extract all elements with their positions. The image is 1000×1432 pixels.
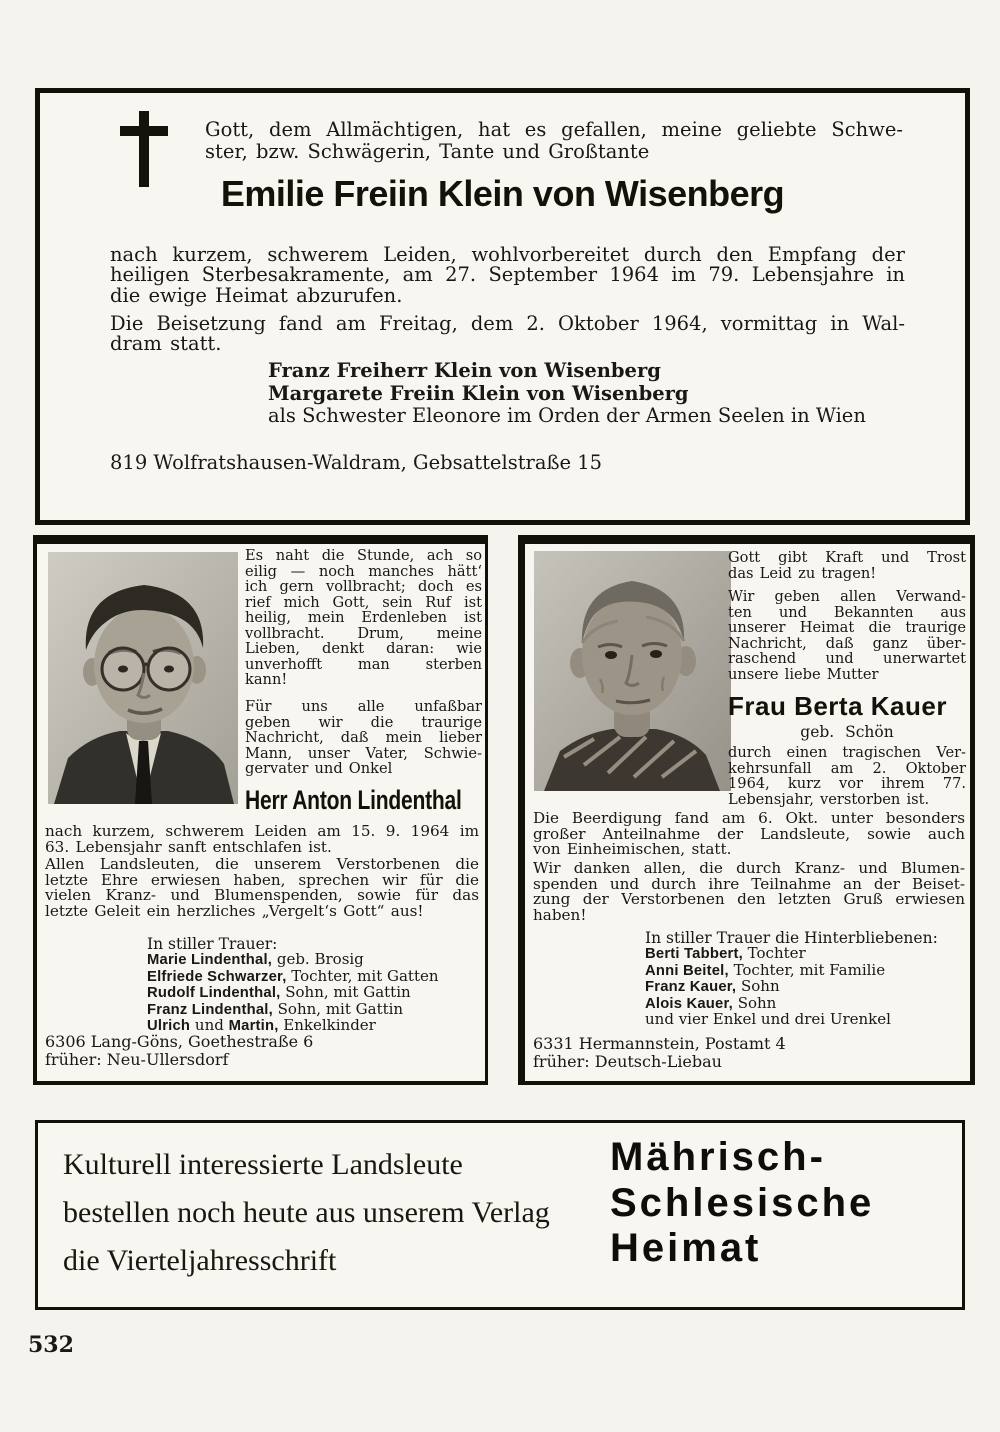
text-line: Für uns alle unfaßbar (245, 698, 482, 715)
text-line: früher: Deutsch-Liebau (533, 1051, 722, 1071)
text-line: Nachricht, daß ganz über- (728, 634, 966, 652)
text-line: die ewige Heimat abzurufen. (110, 283, 403, 307)
text-line: raschend und unerwartet (728, 650, 966, 667)
mourner-line: Rudolf Lindenthal, Sohn, mit Gattin (147, 983, 411, 1001)
text-line: Mann, unser Vater, Schwie- (245, 744, 482, 762)
funeral-paragraph (110, 314, 905, 355)
text-line: Gott gibt Kraft und Trost (728, 549, 966, 566)
memorial-poem (245, 548, 482, 688)
announcement-text (728, 589, 966, 682)
mourner-line: Elfriede Schwarzer, Tochter, mit Gatten (147, 966, 439, 985)
text-line: heilig, mein Erdenleben ist (245, 609, 482, 626)
text-line: Die Beisetzung fand am Freitag, dem 2. Oktober 1964, vormittag in Wal- (110, 312, 905, 335)
mourner-line: Franz Kauer, Sohn (645, 977, 780, 995)
mourner-line: Alois Kauer, Sohn (645, 993, 777, 1012)
text-line: ich gern vollbracht; doch es (245, 578, 482, 595)
address: 819 Wolfratshausen-Waldram, Gebsattelstraße 15 (110, 451, 603, 474)
deceased-name: Emilie Freiin Klein von Wisenberg (220, 173, 785, 214)
death-paragraph (728, 745, 966, 807)
text-line: früher: Neu-Ullersdorf (45, 1049, 229, 1069)
text-line: die Vierteljahresschrift (63, 1244, 337, 1277)
ad-text (63, 1141, 583, 1285)
text-line: geben wir die traurige (245, 713, 482, 731)
portrait-woman-illustration (534, 551, 731, 791)
text-line: 1964, kurz vor ihrem 77. (728, 775, 966, 792)
text-line: Mährisch- (610, 1135, 826, 1179)
text-line: unverhofft man sterben (245, 655, 482, 673)
address (533, 1035, 786, 1071)
text-line: zung der Verstorbenen den letzten Gruß erwiesen (533, 890, 965, 909)
death-notice-lindenthal (33, 535, 488, 1085)
death-paragraph (110, 245, 905, 306)
text-line: Allen Landsleuten, die unserem Verstorbenen die (45, 855, 479, 873)
text-line: vollbracht. Drum, meine (245, 624, 482, 642)
mourner-line: Marie Lindenthal, geb. Brosig (147, 950, 364, 968)
text-line: großer Anteilnahme der Landsleute, sowie auch (533, 824, 965, 843)
deceased-name: Herr Anton Lindenthal (245, 785, 462, 815)
text-line: rief mich Gott, sein Ruf ist (245, 593, 482, 611)
mourner-line: Berti Tabbert, Tochter (645, 944, 806, 962)
mourning-label: In stiller Trauer die Hinterbliebenen: (645, 929, 938, 947)
mourner-line: als Schwester Eleonore im Orden der Armen Seelen in Wien (268, 404, 866, 428)
text-line: letzte Geleit ein herzliches „Vergelt‘s Gott“ aus! (45, 901, 424, 920)
text-line: nach kurzem, schwerem Leiden am 15. 9. 1964 im (45, 822, 479, 840)
text-line: letzte Ehre erwiesen haben, sprechen wir für die (45, 870, 479, 889)
death-notice-kauer (518, 535, 975, 1085)
text-line: bestellen noch heute aus unserem Verlag (63, 1196, 550, 1229)
portrait-man-glasses-photo (48, 552, 238, 804)
text-line: dram statt. (110, 332, 222, 356)
text-line: Lebensjahr, verstorben ist. (728, 790, 930, 808)
text-line: kehrsunfall am 2. Oktober (728, 759, 966, 777)
mourner-line: Ulrich und Martin, Enkelkinder (147, 1016, 376, 1034)
publisher-ad (35, 1120, 965, 1310)
announcement-text (245, 699, 482, 777)
mourner-line: Margarete Freiin Klein von Wisenberg (268, 381, 689, 405)
memorial-verse (728, 550, 966, 581)
text-line: gervater und Onkel (245, 760, 393, 777)
text-line: Heimat (610, 1226, 762, 1270)
text-line: spenden und durch ihre Teilnahme an der Beiset- (533, 874, 965, 893)
text-line: ten und Bekannten aus (728, 603, 966, 621)
text-line: heiligen Sterbesakramente, am 27. September 1964 im 79. Lebensjahre in (110, 263, 905, 287)
text-line: eilig — noch manches hätt‘ (245, 562, 482, 580)
text-line: Schlesische (610, 1180, 875, 1225)
mourners-list (147, 952, 439, 1035)
text-line: nach kurzem, schwerem Leiden, wohlvorbereitet durch den Empfang der (110, 243, 905, 266)
text-line: Wir danken allen, die durch Kranz- und Blumen- (533, 859, 965, 877)
text-line: kann! (245, 671, 288, 688)
mourner-line: und vier Enkel und drei Urenkel (645, 1010, 891, 1028)
text-line: 6331 Hermannstein, Postamt 4 (533, 1034, 786, 1053)
text-line: Gott, dem Allmächtigen, hat es gefallen, meine geliebte Schwe- (205, 118, 903, 141)
address (45, 1033, 313, 1069)
text-line: das Leid zu tragen! (728, 564, 877, 582)
text-line: Die Beerdigung fand am 6. Okt. unter besonders (533, 809, 965, 827)
mourning-label: In stiller Trauer: (147, 935, 278, 953)
death-notice-klein (35, 88, 970, 525)
text-line: Nachricht, daß mein lieber (245, 729, 482, 746)
text-line: haben! (533, 905, 587, 924)
portrait-man-illustration (48, 552, 238, 804)
thanks-paragraph (45, 857, 479, 919)
intro-text (205, 119, 903, 162)
maiden-name: geb. Schön (800, 723, 894, 741)
portrait-elderly-woman-photo (534, 551, 731, 791)
text-line: unserer Heimat die traurige (728, 619, 966, 636)
text-line: unsere liebe Mutter (728, 665, 879, 683)
text-line: Es naht die Stunde, ach so (245, 547, 482, 564)
signatories (268, 360, 866, 428)
text-line: Wir geben allen Verwand- (728, 588, 966, 605)
mourner-line: Franz Lindenthal, Sohn, mit Gattin (147, 999, 404, 1018)
text-line: 6306 Lang-Göns, Goethestraße 6 (45, 1032, 314, 1051)
page-number: 532 (28, 1332, 74, 1358)
funeral-paragraph (533, 811, 965, 858)
death-paragraph (45, 824, 479, 855)
text-line: durch einen tragischen Ver- (728, 744, 966, 761)
deceased-name: Frau Berta Kauer (728, 691, 947, 721)
text-line: vielen Kranz- und Blumenspenden, sowie für das (45, 886, 479, 905)
text-line: von Einheimischen, statt. (533, 840, 732, 859)
thanks-paragraph (533, 861, 965, 923)
mourner-line: Franz Freiherr Klein von Wisenberg (268, 359, 661, 382)
text-line: 63. Lebensjahr sanft entschlafen ist. (45, 837, 332, 856)
ad-journal-title (610, 1135, 950, 1272)
text-line: Kulturell interessierte Landsleute (63, 1148, 463, 1181)
text-line: ster, bzw. Schwägerin, Tante und Großtante (205, 139, 650, 163)
mourners-list (645, 946, 891, 1028)
mourner-line: Anni Beitel, Tochter, mit Familie (645, 960, 886, 979)
text-line: Lieben, denkt daran: wie (245, 640, 482, 657)
